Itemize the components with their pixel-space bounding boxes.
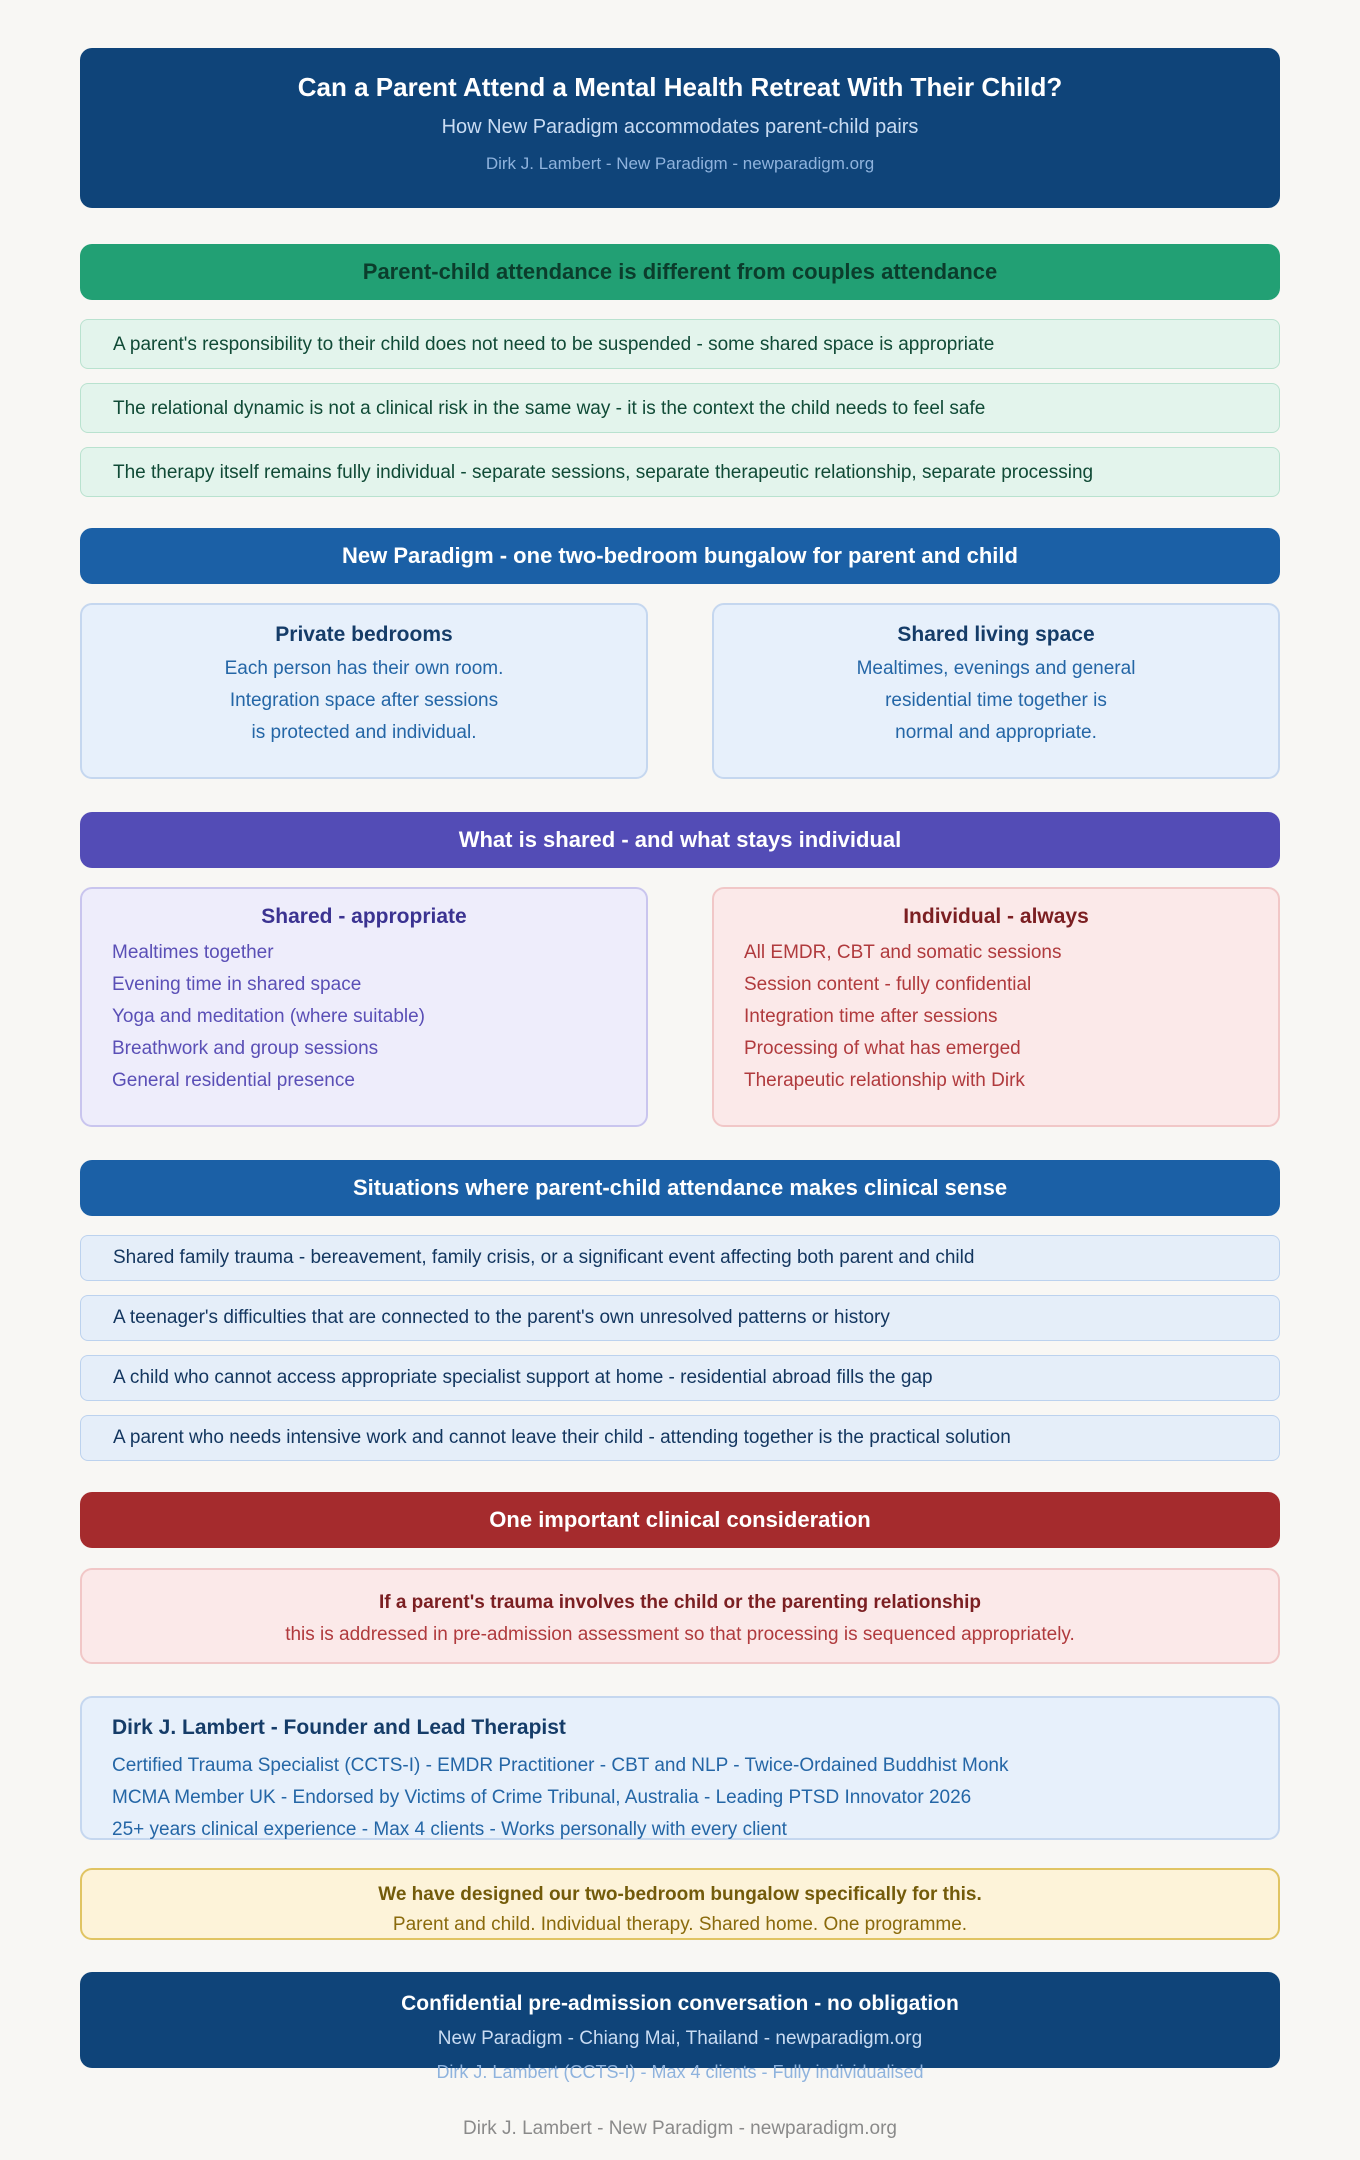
- list-item: Session content - fully confidential: [744, 974, 1032, 995]
- bio-line: 25+ years clinical experience - Max 4 clients - Works personally with every client: [112, 1819, 787, 1840]
- list-item: Breathwork and group sessions: [112, 1038, 379, 1059]
- bio-title: Dirk J. Lambert - Founder and Lead Therapist: [112, 1716, 566, 1739]
- list-item: Mealtimes together: [112, 942, 274, 963]
- card-title: Individual - always: [903, 905, 1089, 928]
- page-title: Can a Parent Attend a Mental Health Retreat With Their Child?: [297, 72, 1063, 102]
- list-item: A parent who needs intensive work and cannot leave their child - attending together is the practical solution: [80, 1415, 1280, 1461]
- section-heading-clinical-situations: Situations where parent-child attendance makes clinical sense: [80, 1160, 1280, 1216]
- shared-list-card: [80, 887, 648, 1127]
- list-item: The therapy itself remains fully individual - separate sessions, separate therapeutic relationship, separate processing: [80, 447, 1280, 497]
- section-heading-parent-child-difference: Parent-child attendance is different from couples attendance: [80, 244, 1280, 300]
- footer: Dirk J. Lambert - New Paradigm - newparadigm.org: [463, 2118, 897, 2139]
- list-item: The relational dynamic is not a clinical risk in the same way - it is the context the child needs to feel safe: [80, 383, 1280, 433]
- page-subtitle: How New Paradigm accommodates parent-child pairs: [441, 116, 919, 138]
- therapist-bio-card: [80, 1696, 1280, 1840]
- section-heading-bungalow: New Paradigm - one two-bedroom bungalow for parent and child: [80, 528, 1280, 584]
- private-bedrooms-card: [80, 603, 648, 779]
- card-title: Private bedrooms: [275, 623, 453, 646]
- note-bold: We have designed our two-bedroom bungalow specifically for this.: [378, 1884, 982, 1905]
- list-item: Yoga and meditation (where suitable): [112, 1006, 425, 1027]
- card-line: Each person has their own room.: [224, 658, 504, 679]
- bio-line: Certified Trauma Specialist (CCTS-I) - EMDR Practitioner - CBT and NLP - Twice-Ordained Buddhist Monk: [112, 1755, 1009, 1776]
- card-title: Shared living space: [897, 623, 1095, 646]
- section-heading-clinical-consideration: One important clinical consideration: [80, 1492, 1280, 1548]
- list-item: All EMDR, CBT and somatic sessions: [744, 942, 1062, 963]
- note-text: Parent and child. Individual therapy. Shared home. One programme.: [392, 1914, 968, 1935]
- bungalow-note: [80, 1868, 1280, 1940]
- card-title: Shared - appropriate: [261, 905, 467, 928]
- consideration-bold: If a parent's trauma involves the child or the parenting relationship: [378, 1592, 982, 1613]
- cta-banner: [80, 1972, 1280, 2082]
- list-item: A parent's responsibility to their child does not need to be suspended - some shared space is appropriate: [80, 319, 1280, 369]
- individual-list-card: [712, 887, 1280, 1127]
- list-item: Shared family trauma - bereavement, family crisis, or a significant event affecting both parent and child: [80, 1235, 1280, 1281]
- shared-living-card: [712, 603, 1280, 779]
- bio-line: MCMA Member UK - Endorsed by Victims of Crime Tribunal, Australia - Leading PTSD Innovator 2026: [112, 1787, 972, 1808]
- card-line: Integration space after sessions: [229, 690, 499, 711]
- header-byline: Dirk J. Lambert - New Paradigm - newparadigm.org: [485, 154, 875, 173]
- consideration-card: [80, 1568, 1280, 1664]
- section-heading-shared-vs-individual: What is shared - and what stays individual: [80, 812, 1280, 868]
- list-item: Evening time in shared space: [112, 974, 362, 995]
- list-item: General residential presence: [112, 1070, 355, 1091]
- cta-subtitle: New Paradigm - Chiang Mai, Thailand - newparadigm.org: [437, 2028, 923, 2049]
- consideration-text: this is addressed in pre-admission assessment so that processing is sequenced appropriately.: [285, 1624, 1075, 1645]
- card-line: residential time together is: [885, 690, 1107, 711]
- card-line: Mealtimes, evenings and general: [856, 658, 1136, 679]
- card-line: is protected and individual.: [251, 722, 477, 743]
- list-item: A child who cannot access appropriate specialist support at home - residential abroad fills the gap: [80, 1355, 1280, 1401]
- cta-title: Confidential pre-admission conversation - no obligation: [401, 1992, 959, 2015]
- header-banner: [80, 48, 1280, 208]
- card-line: normal and appropriate.: [895, 722, 1097, 743]
- list-item: Processing of what has emerged: [744, 1038, 1021, 1059]
- list-item: Therapeutic relationship with Dirk: [744, 1070, 1025, 1091]
- list-item: A teenager's difficulties that are connected to the parent's own unresolved patterns or history: [80, 1295, 1280, 1341]
- cta-byline: Dirk J. Lambert (CCTS-I) - Max 4 clients - Fully individualised: [436, 2062, 924, 2082]
- list-item: Integration time after sessions: [744, 1006, 998, 1027]
